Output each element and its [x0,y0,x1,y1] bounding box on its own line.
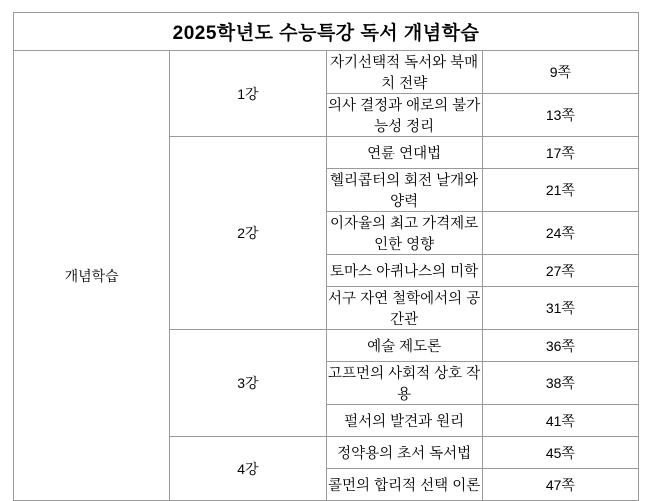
page-number-cell: 36쪽 [482,330,638,362]
lesson-label-cell: 4강 [170,437,326,501]
topic-cell: 토마스 아퀴나스의 미학 [326,255,482,287]
curriculum-table [13,12,639,501]
topic-cell: 예술 제도론 [326,330,482,362]
topic-cell: 헬리콥터의 회전 날개와 양력 [326,169,482,212]
group-label-cell: 개념학습 [14,51,170,501]
lesson-label-cell: 3강 [170,330,326,437]
topic-cell: 서구 자연 철학에서의 공간관 [326,287,482,330]
page-number-cell: 13쪽 [482,94,638,137]
topic-cell: 이자율의 최고 가격제로 인한 영향 [326,212,482,255]
page-number-cell: 17쪽 [482,137,638,169]
topic-cell: 의사 결정과 애로의 불가능성 정리 [326,94,482,137]
topic-cell: 고프먼의 사회적 상호 작용 [326,362,482,405]
page-number-cell: 27쪽 [482,255,638,287]
topic-cell: 정약용의 초서 독서법 [326,437,482,469]
topic-cell: 연륜 연대법 [326,137,482,169]
lesson-label-cell: 1강 [170,51,326,137]
topic-cell: 펄서의 발견과 원리 [326,405,482,437]
page-number-cell: 47쪽 [482,469,638,501]
table-row [14,51,639,94]
page-number-cell: 24쪽 [482,212,638,255]
topic-cell: 자기선택적 독서와 북매치 전략 [326,51,482,94]
page-number-cell: 38쪽 [482,362,638,405]
page-number-cell: 9쪽 [482,51,638,94]
document-title: 2025학년도 수능특강 독서 개념학습 [14,13,639,51]
topic-cell: 콜먼의 합리적 선택 이론 [326,469,482,501]
page-number-cell: 45쪽 [482,437,638,469]
page-number-cell: 21쪽 [482,169,638,212]
title-row [14,13,639,51]
page-number-cell: 41쪽 [482,405,638,437]
lesson-label-cell: 2강 [170,137,326,330]
page-number-cell: 31쪽 [482,287,638,330]
